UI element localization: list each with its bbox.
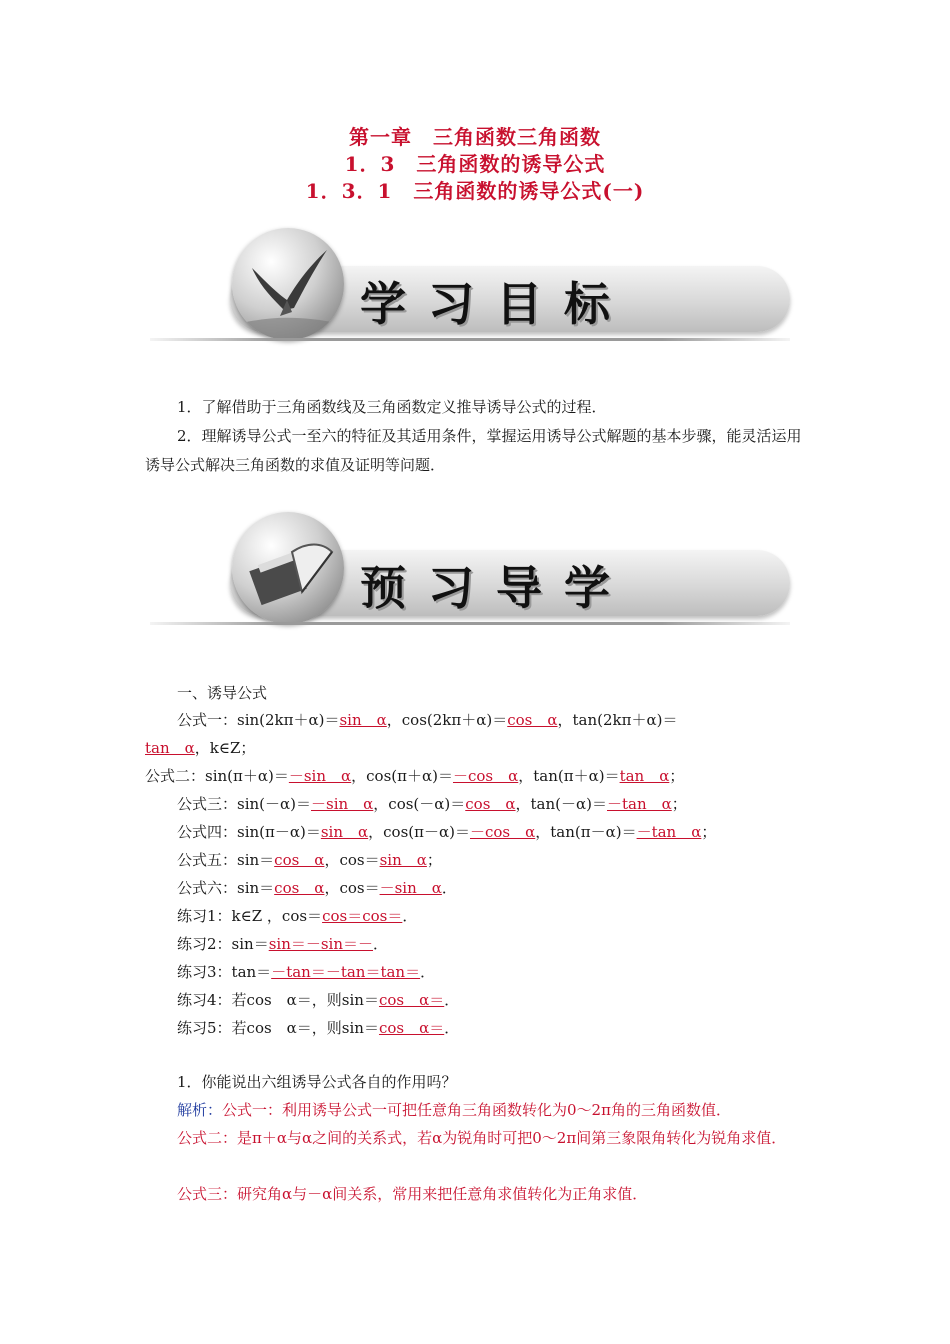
formula-5: 公式五：sin＝cos α，cos＝sin α； [177, 851, 442, 869]
eagle-icon [232, 228, 344, 340]
title-block [0, 124, 950, 205]
subsection-title: 1．3．1 三角函数的诱导公式(一) [305, 179, 645, 203]
question-1: 1．你能说出六组诱导公式各自的作用吗？ [177, 1073, 457, 1091]
exercise-3: 练习3：tan＝－tan＝－tan＝tan＝． [177, 963, 436, 981]
exercise-2: 练习2：sin＝sin＝－sin＝－． [177, 935, 389, 953]
formula-3: 公式三：sin(－α)＝－sin α，cos(－α)＝cos α，tan(－α)＝－tan α； [177, 795, 687, 813]
analysis-label: 解析： [177, 1101, 223, 1119]
formula-4: 公式四：sin(π－α)＝sin α，cos(π－α)＝－cos α，tan(π－α)＝－tan α； [177, 823, 717, 841]
exercise-4: 练习4：若cos α＝，则sin＝cos α＝． [177, 991, 460, 1009]
chapter-title: 第一章 三角函数三角函数 [349, 125, 601, 149]
analysis-3: 公式三：研究角α与－α间关系，常用来把任意角求值转化为正角求值． [177, 1185, 648, 1203]
section-heading: 一、诱导公式 [177, 684, 268, 702]
divider [150, 338, 790, 341]
exercise-5: 练习5：若cos α＝，则sin＝cos α＝． [177, 1019, 460, 1037]
formula-1-line1: 公式一：sin(2kπ＋α)＝sin α，cos(2kπ＋α)＝cos α，tan(2kπ＋α)＝ [177, 711, 678, 729]
preview-guide-banner [150, 512, 800, 634]
divider [150, 622, 790, 625]
analysis-1: 解析：公式一：利用诱导公式一可把任意角三角函数转化为0～2π角的三角函数值． [177, 1101, 731, 1119]
books-quill-icon [232, 512, 344, 624]
formula-2: 公式二：sin(π＋α)＝－sin α，cos(π＋α)＝－cos α，tan(π＋α)＝tan α； [145, 767, 685, 785]
objective-2: 2．理解诱导公式一至六的特征及其适用条件，掌握运用诱导公式解题的基本步骤，能灵活运用诱导公式解决三角函数的求值及证明等问题． [145, 427, 802, 474]
formula-1-line2: tan α，k∈Z； [145, 739, 256, 757]
analysis-2: 公式二：是π＋α与α之间的关系式，若α为锐角时可把0～2π间第三象限角转化为锐角求值． [177, 1129, 787, 1147]
exercise-1: 练习1：k∈Z ，cos＝cos＝cos＝． [177, 907, 418, 925]
section-title: 1．3 三角函数的诱导公式 [344, 152, 606, 176]
formula-6: 公式六：sin＝cos α，cos＝－sin α． [177, 879, 457, 897]
banner-title: 预习导学 [360, 561, 632, 615]
objective-1: 1．了解借助于三角函数线及三角函数定义推导诱导公式的过程． [177, 398, 607, 416]
banner-title: 学习目标 [360, 277, 632, 331]
learning-goals-banner [150, 228, 800, 350]
